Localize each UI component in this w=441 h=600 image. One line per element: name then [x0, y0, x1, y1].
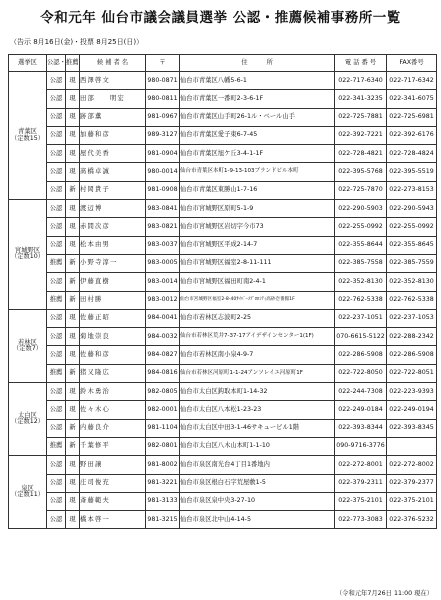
incumbency-cell: 新 — [66, 364, 80, 382]
endorsement-cell: 公認 — [47, 401, 66, 419]
district-quota: （定数11） — [10, 491, 45, 499]
postal-code-cell: 981-0967 — [146, 108, 180, 126]
incumbency-cell: 新 — [66, 273, 80, 291]
candidate-name-cell: 髙橋卓誠 — [80, 163, 146, 181]
endorsement-cell: 公認 — [47, 419, 66, 437]
candidate-name-cell: 菊地崇良 — [80, 328, 146, 346]
table-row — [9, 200, 437, 218]
candidate-name-cell: 猪又隆広 — [80, 364, 146, 382]
endorsement-cell: 公認 — [47, 200, 66, 218]
office-address-cell: 仙台市宮城野区岩切字今市73 — [180, 218, 335, 236]
incumbency-cell: 現 — [66, 236, 80, 254]
table-row — [9, 291, 437, 309]
postal-code-cell: 981-8002 — [146, 456, 180, 474]
postal-code-cell: 980-0014 — [146, 163, 180, 181]
incumbency-cell: 新 — [66, 254, 80, 272]
office-address-cell: 仙台市泉区南光台4丁目1番地内 — [180, 456, 335, 474]
table-row — [9, 511, 437, 529]
office-address-cell: 仙台市若林区河原町1-1-24アンソレイユ河原町1F — [180, 364, 335, 382]
fax-number-cell: 022-273-8153 — [387, 181, 437, 199]
district-name: 泉区 — [21, 485, 34, 493]
phone-number-cell: 022-341-3235 — [335, 90, 387, 108]
fax-number-cell: 022-290-5943 — [387, 200, 437, 218]
fax-number-cell: 022-385-7559 — [387, 254, 437, 272]
endorsement-cell: 公認 — [47, 492, 66, 510]
postal-code-cell: 983-0841 — [146, 200, 180, 218]
fax-number-cell: 022-717-6342 — [387, 72, 437, 90]
incumbency-cell: 新 — [66, 181, 80, 199]
postal-code-cell: 982-0805 — [146, 383, 180, 401]
phone-number-cell: 022-393-8344 — [335, 419, 387, 437]
phone-number-cell: 022-237-1051 — [335, 309, 387, 327]
postal-code-cell: 989-3127 — [146, 126, 180, 144]
incumbency-cell: 現 — [66, 511, 80, 529]
phone-number-cell: 022-290-5903 — [335, 200, 387, 218]
endorsement-cell: 公認 — [47, 328, 66, 346]
office-address-cell: 仙台市青葉区旭ケ丘3-4-1-1F — [180, 145, 335, 163]
table-row — [9, 254, 437, 272]
district-cell — [9, 200, 47, 310]
candidate-office-table — [8, 54, 437, 529]
candidate-name-cell: 千葉修平 — [80, 437, 146, 455]
phone-number-cell: 022-385-7558 — [335, 254, 387, 272]
fax-number-cell: 022-725-6981 — [387, 108, 437, 126]
table-row — [9, 328, 437, 346]
office-address-cell: 仙台市青葉区一番町2-3-6-1F — [180, 90, 335, 108]
office-address-cell: 仙台市若林区志波町2-25 — [180, 309, 335, 327]
header-zip: 〒 — [146, 55, 180, 72]
endorsement-cell: 公認 — [47, 145, 66, 163]
endorsement-cell: 推薦 — [47, 437, 66, 455]
endorsement-cell: 公認 — [47, 273, 66, 291]
candidate-name-cell: 田村勝 — [80, 291, 146, 309]
office-address-cell: 仙台市若林区南小泉4-9-7 — [180, 346, 335, 364]
fax-number-cell: 022-272-8002 — [387, 456, 437, 474]
district-quota: （定数15） — [10, 134, 45, 142]
postal-code-cell: 981-3221 — [146, 474, 180, 492]
fax-number-cell: 022-375-2101 — [387, 492, 437, 510]
district-name: 太白区 — [18, 411, 37, 419]
incumbency-cell: 現 — [66, 163, 80, 181]
table-row — [9, 126, 437, 144]
fax-number-cell: 022-722-8051 — [387, 364, 437, 382]
office-address-cell: 仙台市宮城野区原町5-1-9 — [180, 200, 335, 218]
table-row — [9, 383, 437, 401]
office-address-cell: 仙台市太白区鈎取本町1-14-32 — [180, 383, 335, 401]
endorsement-cell: 公認 — [47, 309, 66, 327]
header-address: 住 所 — [180, 55, 335, 72]
phone-number-cell: 022-272-8001 — [335, 456, 387, 474]
postal-code-cell: 983-0037 — [146, 236, 180, 254]
district-cell — [9, 309, 47, 382]
candidate-name-cell: 佐々木心 — [80, 401, 146, 419]
postal-code-cell: 981-0908 — [146, 181, 180, 199]
fax-number-cell: 022-249-0194 — [387, 401, 437, 419]
candidate-name-cell: 橋本啓一 — [80, 511, 146, 529]
candidate-name-cell: 野田譲 — [80, 456, 146, 474]
fax-number-cell: 022-352-8130 — [387, 273, 437, 291]
table-row — [9, 163, 437, 181]
candidate-name-cell: 佐藤和彦 — [80, 346, 146, 364]
incumbency-cell: 現 — [66, 456, 80, 474]
endorsement-cell: 公認 — [47, 72, 66, 90]
office-address-cell: 仙台市宮城野区福室2-8-40ｻｲﾊﾞｰﾒﾌﾟﾛﾛｼﾃｨ高砂壱番館1F — [180, 291, 335, 309]
incumbency-cell: 現 — [66, 126, 80, 144]
fax-number-cell: 022-393-8345 — [387, 419, 437, 437]
incumbency-cell: 現 — [66, 309, 80, 327]
phone-number-cell: 022-375-2101 — [335, 492, 387, 510]
table-row — [9, 90, 437, 108]
candidate-name-cell: 屋代美香 — [80, 145, 146, 163]
district-quota: （定数10） — [10, 253, 45, 261]
endorsement-cell: 公認 — [47, 456, 66, 474]
fax-number-cell: 022-286-5908 — [387, 346, 437, 364]
table-row — [9, 72, 437, 90]
table-body — [9, 72, 437, 529]
incumbency-cell: 現 — [66, 218, 80, 236]
incumbency-cell: 現 — [66, 492, 80, 510]
incumbency-cell: 現 — [66, 90, 80, 108]
header-fax: FAX番号 — [387, 55, 437, 72]
incumbency-cell: 新 — [66, 419, 80, 437]
phone-number-cell: 090-9716-3776 — [335, 437, 387, 455]
incumbency-cell: 現 — [66, 383, 80, 401]
postal-code-cell: 983-0005 — [146, 254, 180, 272]
fax-number-cell: 022-255-0992 — [387, 218, 437, 236]
candidate-name-cell: 斎藤範夫 — [80, 492, 146, 510]
district-cell — [9, 72, 47, 200]
office-address-cell: 仙台市宮城野区福室2-8-11-111 — [180, 254, 335, 272]
phone-number-cell: 022-717-6340 — [335, 72, 387, 90]
table-row — [9, 364, 437, 382]
postal-code-cell: 980-0811 — [146, 90, 180, 108]
fax-number-cell: 022-728-4824 — [387, 145, 437, 163]
phone-number-cell: 022-725-7881 — [335, 108, 387, 126]
district-name: 宮城野区 — [14, 247, 41, 255]
fax-number-cell: 022-341-6075 — [387, 90, 437, 108]
office-address-cell: 仙台市若林区荒井7-37-17アイデザインセンター1(1F) — [180, 328, 335, 346]
incumbency-cell: 新 — [66, 291, 80, 309]
table-row — [9, 437, 437, 455]
phone-number-cell: 022-762-5338 — [335, 291, 387, 309]
fax-number-cell: 022-355-8645 — [387, 236, 437, 254]
table-row — [9, 309, 437, 327]
phone-number-cell: 022-773-3083 — [335, 511, 387, 529]
postal-code-cell: 984-0041 — [146, 309, 180, 327]
endorsement-cell: 公認 — [47, 383, 66, 401]
office-address-cell: 仙台市宮城野区福田町南2-4-1 — [180, 273, 335, 291]
incumbency-cell: 現 — [66, 72, 80, 90]
candidate-name-cell: 佐藤正昭 — [80, 309, 146, 327]
candidate-name-cell: 内藤良介 — [80, 419, 146, 437]
phone-number-cell: 022-244-7308 — [335, 383, 387, 401]
district-quota: （定数12） — [10, 418, 45, 426]
fax-number-cell: 022-376-5232 — [387, 511, 437, 529]
fax-number-cell: 022-379-2377 — [387, 474, 437, 492]
office-address-cell: 仙台市太白区中田3-1-46サキュービル1階 — [180, 419, 335, 437]
district-cell — [9, 383, 47, 456]
election-dates: （告示 8月16日(金)・投票 8月25日(日)） — [10, 38, 144, 46]
table-row — [9, 273, 437, 291]
table-row — [9, 492, 437, 510]
endorsement-cell: 公認 — [47, 181, 66, 199]
candidate-name-cell: 村岡貴子 — [80, 181, 146, 199]
candidate-name-cell: 跡部薫 — [80, 108, 146, 126]
fax-number-cell: 022-392-6176 — [387, 126, 437, 144]
incumbency-cell: 現 — [66, 328, 80, 346]
table-row — [9, 401, 437, 419]
candidate-name-cell: 加藤和彦 — [80, 126, 146, 144]
phone-number-cell: 022-728-4821 — [335, 145, 387, 163]
candidate-name-cell: 松本由男 — [80, 236, 146, 254]
candidate-name-cell: 田部 明宏 — [80, 90, 146, 108]
table-row — [9, 108, 437, 126]
office-address-cell: 仙台市青葉区八幡5-6-1 — [180, 72, 335, 90]
incumbency-cell: 現 — [66, 200, 80, 218]
district-name: 若林区 — [18, 338, 37, 346]
incumbency-cell: 現 — [66, 346, 80, 364]
postal-code-cell: 981-0904 — [146, 145, 180, 163]
phone-number-cell: 070-6615-5122 — [335, 328, 387, 346]
postal-code-cell: 981-3133 — [146, 492, 180, 510]
postal-code-cell: 984-0816 — [146, 364, 180, 382]
candidate-name-cell: 渡辺博 — [80, 200, 146, 218]
district-quota: （定数7） — [12, 344, 43, 352]
phone-number-cell: 022-286-5908 — [335, 346, 387, 364]
fax-number-cell: 022-288-2342 — [387, 328, 437, 346]
district-cell — [9, 456, 47, 529]
endorsement-cell: 公認 — [47, 474, 66, 492]
header-tel: 電 話 番 号 — [335, 55, 387, 72]
table-row — [9, 474, 437, 492]
fax-number-cell: 022-395-5519 — [387, 163, 437, 181]
postal-code-cell: 983-0012 — [146, 291, 180, 309]
postal-code-cell: 983-0821 — [146, 218, 180, 236]
as-of-note: （令和元年7月26日 11:00 現在） — [335, 590, 433, 597]
phone-number-cell: 022-722-8050 — [335, 364, 387, 382]
endorsement-cell: 公認 — [47, 90, 66, 108]
endorsement-cell: 公認 — [47, 126, 66, 144]
table-row — [9, 346, 437, 364]
office-address-cell: 仙台市青葉区山手町26-1ル・ベール山手 — [180, 108, 335, 126]
candidate-name-cell: 伊藤直樹 — [80, 273, 146, 291]
table-row — [9, 236, 437, 254]
candidate-name-cell: 庄司俊充 — [80, 474, 146, 492]
table-row — [9, 419, 437, 437]
office-address-cell: 仙台市宮城野区平成2-14-7 — [180, 236, 335, 254]
office-address-cell: 仙台市泉区泉中央3-27-10 — [180, 492, 335, 510]
endorsement-cell: 公認 — [47, 218, 66, 236]
office-address-cell: 仙台市太白区八木山本町1-1-10 — [180, 437, 335, 455]
candidate-name-cell: 西澤啓文 — [80, 72, 146, 90]
postal-code-cell: 982-0801 — [146, 437, 180, 455]
header-district: 選挙区 — [9, 55, 47, 72]
table-header-row — [9, 55, 437, 72]
incumbency-cell: 現 — [66, 474, 80, 492]
header-name: 候 補 者 名 — [80, 55, 146, 72]
office-address-cell: 仙台市泉区根白石字荒屋敷1-5 — [180, 474, 335, 492]
endorsement-cell: 推薦 — [47, 364, 66, 382]
candidate-name-cell: 赤間次彦 — [80, 218, 146, 236]
phone-number-cell: 022-355-8644 — [335, 236, 387, 254]
candidate-name-cell: 小野寺淳一 — [80, 254, 146, 272]
office-address-cell: 仙台市青葉区本町1-9-13-103ブランドビル本町 — [180, 163, 335, 181]
postal-code-cell: 981-1104 — [146, 419, 180, 437]
postal-code-cell: 980-0871 — [146, 72, 180, 90]
incumbency-cell: 現 — [66, 108, 80, 126]
fax-number-cell: 022-223-9393 — [387, 383, 437, 401]
endorsement-cell: 公認 — [47, 346, 66, 364]
phone-number-cell: 022-352-8130 — [335, 273, 387, 291]
phone-number-cell: 022-255-0992 — [335, 218, 387, 236]
endorsement-cell: 推薦 — [47, 291, 66, 309]
office-address-cell: 仙台市泉区北中山4-14-5 — [180, 511, 335, 529]
phone-number-cell: 022-395-5768 — [335, 163, 387, 181]
district-name: 青葉区 — [18, 128, 37, 136]
postal-code-cell: 984-0032 — [146, 328, 180, 346]
table-row — [9, 181, 437, 199]
endorsement-cell: 公認 — [47, 236, 66, 254]
endorsement-cell: 推薦 — [47, 254, 66, 272]
postal-code-cell: 982-0001 — [146, 401, 180, 419]
table-row — [9, 218, 437, 236]
office-address-cell: 仙台市青葉区東勝山1-7-16 — [180, 181, 335, 199]
endorsement-cell: 公認 — [47, 163, 66, 181]
office-address-cell: 仙台市青葉区愛子東6-7-45 — [180, 126, 335, 144]
incumbency-cell: 現 — [66, 401, 80, 419]
endorsement-cell: 公認 — [47, 511, 66, 529]
incumbency-cell: 新 — [66, 437, 80, 455]
phone-number-cell: 022-249-0184 — [335, 401, 387, 419]
postal-code-cell: 981-3215 — [146, 511, 180, 529]
table-row — [9, 456, 437, 474]
fax-number-cell: 022-762-5338 — [387, 291, 437, 309]
header-kind: 公認・推薦 — [47, 55, 66, 72]
page-title: 令和元年 仙台市議会議員選挙 公認・推薦候補事務所一覧 — [40, 10, 401, 26]
postal-code-cell: 983-0014 — [146, 273, 180, 291]
phone-number-cell: 022-725-7870 — [335, 181, 387, 199]
phone-number-cell: 022-392-7221 — [335, 126, 387, 144]
incumbency-cell: 現 — [66, 145, 80, 163]
endorsement-cell: 公認 — [47, 108, 66, 126]
table-row — [9, 145, 437, 163]
candidate-name-cell: 鈴木勇治 — [80, 383, 146, 401]
postal-code-cell: 984-0827 — [146, 346, 180, 364]
fax-number-cell: 022-237-1053 — [387, 309, 437, 327]
office-address-cell: 仙台市太白区八本松1-23-23 — [180, 401, 335, 419]
fax-number-cell — [387, 437, 437, 455]
phone-number-cell: 022-379-2311 — [335, 474, 387, 492]
